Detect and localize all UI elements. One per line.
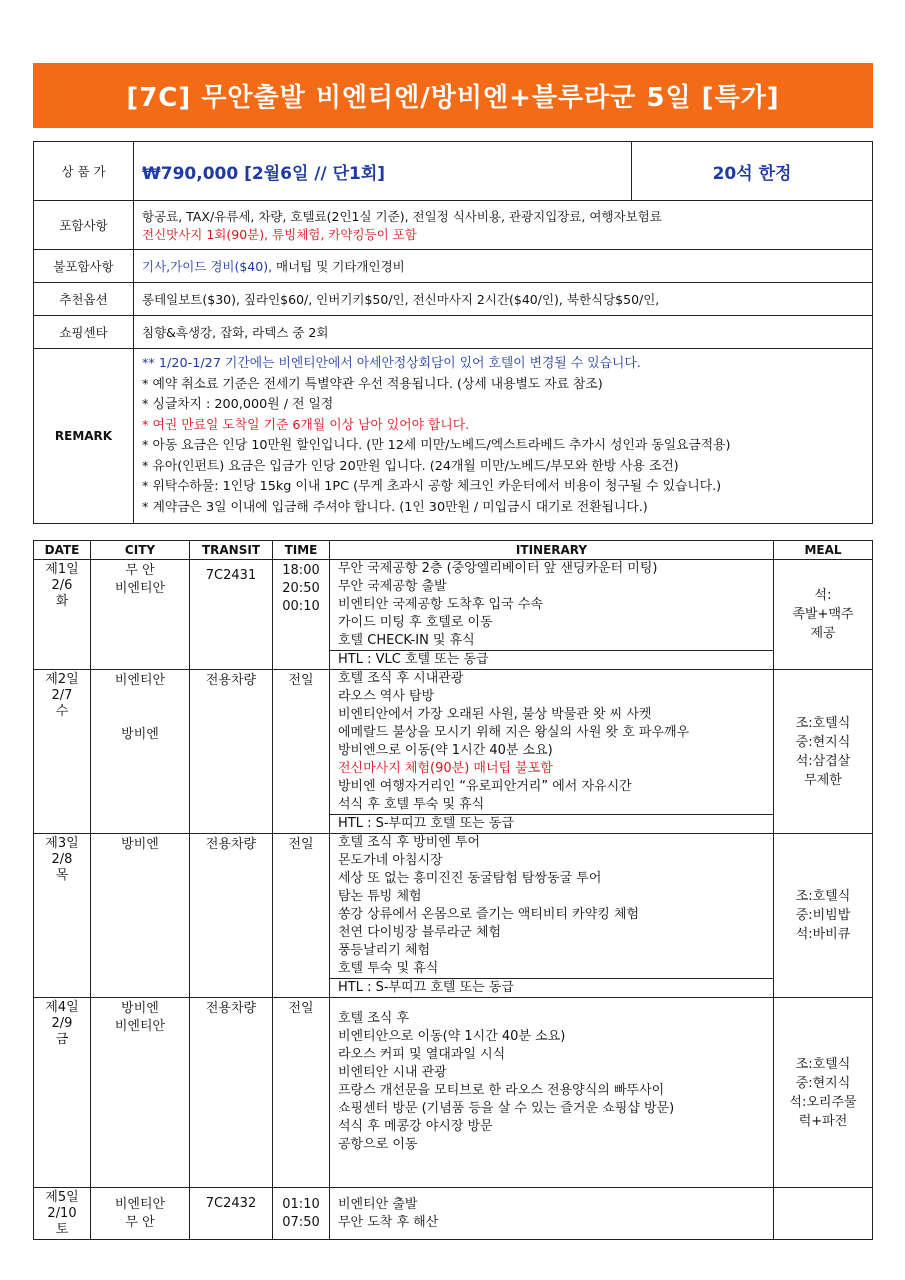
exclude-other: 매너팁 및 기타개인경비 bbox=[272, 259, 405, 274]
remark-list bbox=[134, 349, 873, 524]
price-label: 상 품 가 bbox=[34, 142, 134, 201]
meal-line: 석:바비큐 bbox=[795, 927, 851, 942]
remark-line: ** 1/20-1/27 기간에는 비엔티안에서 아세안정상회담이 있어 호텔이 변경될 수 있습니다. bbox=[142, 356, 641, 371]
meal-header: MEAL bbox=[774, 541, 873, 560]
day-weekday: 화 bbox=[55, 594, 69, 609]
meal-cell bbox=[774, 670, 873, 834]
itinerary-line-highlight: 전신마사지 체험(90분) 매너팁 불포함 bbox=[338, 761, 553, 776]
itinerary-cell bbox=[330, 998, 774, 1188]
itinerary-line: 비엔티안에서 가장 오래된 사원, 불상 박물관 왓 씨 사켓 bbox=[338, 707, 652, 722]
meal-line: 중:현지식 bbox=[795, 734, 851, 750]
itinerary-line: 무안 국제공항 출발 bbox=[338, 579, 447, 594]
day-cell bbox=[34, 1188, 91, 1240]
include-value bbox=[134, 201, 873, 250]
date-header: DATE bbox=[34, 541, 91, 560]
time-cell: 전일 bbox=[273, 834, 330, 998]
city-name: 비엔티안 bbox=[114, 1197, 166, 1212]
itinerary-line: 풍등날리기 체험 bbox=[338, 943, 431, 958]
time-cell bbox=[273, 1188, 330, 1240]
price-value: ₩790,000 [2월6일 // 단1회] bbox=[134, 142, 632, 201]
itinerary-line: 방비엔 여행자거리인 “유로피안거리” 에서 자유시간 bbox=[338, 779, 632, 794]
city-name: 방비엔 bbox=[121, 1001, 159, 1016]
itinerary-line: 비엔티안 출발 bbox=[338, 1197, 418, 1212]
day-cell bbox=[34, 560, 91, 670]
day-row bbox=[34, 670, 873, 815]
include-line-highlight: 전신맛사지 1회(90분), 튜빙체험, 카약킹등이 포함 bbox=[142, 227, 417, 242]
exclude-value bbox=[134, 250, 873, 283]
meal-line: 무제한 bbox=[804, 772, 842, 788]
day-date: 2/10 bbox=[47, 1206, 77, 1221]
itinerary-cell bbox=[330, 670, 774, 815]
day-row bbox=[34, 834, 873, 979]
itinerary-line: 쇼핑센터 방문 (기념품 등을 살 수 있는 즐거운 쇼핑샵 방문) bbox=[338, 1101, 675, 1116]
city-header: CITY bbox=[91, 541, 190, 560]
option-value: 롱테일보트($30), 짚라인$60/, 인버기키$50/인, 전신마사지 2시간($40/인), 북한식당$50/인, bbox=[134, 283, 873, 316]
itinerary-line: 무안 도착 후 해산 bbox=[338, 1215, 439, 1230]
include-label: 포함사항 bbox=[34, 201, 134, 250]
itinerary-line: 비엔티안 시내 관광 bbox=[338, 1065, 447, 1080]
seat-limit: 20석 한정 bbox=[632, 142, 873, 201]
itinerary-line: 방비엔으로 이동(약 1시간 40분 소요) bbox=[338, 743, 553, 758]
remark-line: * 예약 취소료 기준은 전세기 특별약관 우선 적용됩니다. (상세 내용별도 자료 참조) bbox=[142, 376, 603, 392]
day-weekday: 목 bbox=[55, 868, 69, 883]
meal-line: 중:현지식 bbox=[795, 1075, 851, 1091]
city-cell: 방비엔 bbox=[91, 834, 190, 998]
itinerary-line: 가이드 미팅 후 호텔로 이동 bbox=[338, 615, 493, 630]
city-name: 방비엔 bbox=[121, 727, 159, 742]
itinerary-cell bbox=[330, 560, 774, 651]
itinerary-line: 호텔 투숙 및 휴식 bbox=[338, 961, 439, 976]
transit-cell: 전용차량 bbox=[190, 670, 273, 834]
time-cell bbox=[273, 560, 330, 670]
itinerary-line: 호텔 조식 후 시내관광 bbox=[338, 671, 464, 686]
shopping-value: 침향&흑생강, 잡화, 라텍스 중 2회 bbox=[134, 316, 873, 349]
day-date: 2/9 bbox=[51, 1016, 73, 1031]
itinerary-cell bbox=[330, 1188, 774, 1240]
day-cell bbox=[34, 998, 91, 1188]
day-row bbox=[34, 1188, 873, 1240]
day-cell bbox=[34, 670, 91, 834]
meal-line: 제공 bbox=[810, 626, 836, 641]
day-number: 제1일 bbox=[45, 562, 79, 577]
meal-line: 석:오리주물 bbox=[789, 1094, 857, 1110]
day-number: 제5일 bbox=[45, 1190, 79, 1205]
itinerary-line: 석식 후 메콩강 야시장 방문 bbox=[338, 1119, 493, 1134]
city-name: 무 안 bbox=[125, 1215, 155, 1230]
product-title-banner: [7C] 무안출발 비엔티엔/방비엔+블루라군 5일 [특가] bbox=[33, 63, 873, 128]
itinerary-line: 프랑스 개선문을 모티브로 한 라오스 전용양식의 빠뚜사이 bbox=[338, 1083, 665, 1098]
shopping-label: 쇼핑센타 bbox=[34, 316, 134, 349]
time-cell: 전일 bbox=[273, 998, 330, 1188]
product-info-table bbox=[33, 141, 873, 524]
meal-line: 석:삼겹살 bbox=[795, 753, 851, 769]
day-row bbox=[34, 998, 873, 1188]
day-number: 제3일 bbox=[45, 836, 79, 851]
itinerary-line: 비엔티안으로 이동(약 1시간 40분 소요) bbox=[338, 1029, 566, 1044]
remark-line: * 유아(인펀트) 요금은 입금가 인당 20만원 입니다. (24개월 미만/노베드/부모와 한방 사용 조건) bbox=[142, 458, 679, 474]
itinerary-line: 몬도가네 아침시장 bbox=[338, 853, 443, 868]
day-weekday: 수 bbox=[55, 704, 69, 719]
meal-cell bbox=[774, 1188, 873, 1240]
city-cell bbox=[91, 560, 190, 670]
day-number: 제4일 bbox=[45, 1000, 79, 1015]
meal-cell bbox=[774, 834, 873, 998]
hotel-line: HTL : VLC 호텔 또는 동급 bbox=[330, 651, 774, 670]
exclude-label: 불포함사항 bbox=[34, 250, 134, 283]
city-cell bbox=[91, 1188, 190, 1240]
itinerary-line: 호텔 조식 후 방비엔 투어 bbox=[338, 835, 481, 850]
meal-line: 석: bbox=[814, 588, 832, 603]
day-row bbox=[34, 560, 873, 651]
city-name: 무 안 bbox=[125, 563, 155, 578]
transit-cell: 7C2431 bbox=[190, 560, 273, 670]
remark-line: * 위탁수하물: 1인당 15kg 이내 1PC (무게 초과시 공항 체크인 카운터에서 비용이 청구될 수 있습니다.) bbox=[142, 479, 722, 494]
time-value: 00:10 bbox=[282, 599, 320, 614]
city-cell bbox=[91, 670, 190, 834]
itinerary-line: 무안 국제공항 2층 (중앙엘리베이터 앞 샌딩카운터 미팅) bbox=[338, 561, 658, 576]
day-number: 제2일 bbox=[45, 672, 79, 687]
transit-cell: 전용차량 bbox=[190, 834, 273, 998]
itinerary-header: ITINERARY bbox=[330, 541, 774, 560]
time-value: 07:50 bbox=[282, 1215, 320, 1230]
meal-line: 조:호텔식 bbox=[795, 1056, 851, 1072]
transit-header: TRANSIT bbox=[190, 541, 273, 560]
time-value: 18:00 bbox=[282, 563, 320, 578]
itinerary-table bbox=[33, 540, 873, 1240]
exclude-guide-fee: 기사,가이드 경비($40), bbox=[142, 259, 273, 274]
time-cell: 전일 bbox=[273, 670, 330, 834]
city-cell bbox=[91, 998, 190, 1188]
remark-line: * 싱글차지 : 200,000원 / 전 일정 bbox=[142, 397, 334, 412]
day-date: 2/7 bbox=[51, 688, 73, 703]
day-date: 2/6 bbox=[51, 578, 73, 593]
meal-line: 중:비빔밥 bbox=[795, 908, 851, 923]
day-cell bbox=[34, 834, 91, 998]
day-date: 2/8 bbox=[51, 852, 73, 867]
itinerary-line: 에메랄드 불상을 모시기 위해 지은 왕실의 사원 왓 호 파우깨우 bbox=[338, 725, 690, 740]
itinerary-cell bbox=[330, 834, 774, 979]
meal-cell bbox=[774, 560, 873, 670]
remark-line: * 계약금은 3일 이내에 입금해 주셔야 합니다. (1인 30만원 / 미입금시 대기로 전환됩니다.) bbox=[142, 499, 648, 515]
remark-line: * 아동 요금은 인당 10만원 할인입니다. (만 12세 미만/노베드/엑스트라베드 추가시 성인과 동일요금적용) bbox=[142, 438, 731, 453]
transit-cell: 7C2432 bbox=[190, 1188, 273, 1240]
transit-cell: 전용차량 bbox=[190, 998, 273, 1188]
itinerary-line: 호텔 조식 후 bbox=[338, 1011, 410, 1026]
itinerary-line: 쏭강 상류에서 온몸으로 즐기는 액티비티 카약킹 체험 bbox=[338, 907, 640, 922]
itinerary-line: 탐논 튜빙 체험 bbox=[338, 889, 422, 904]
meal-line: 조:호텔식 bbox=[795, 715, 851, 731]
meal-line: 조:호텔식 bbox=[795, 889, 851, 904]
itinerary-line: 비엔티안 국제공항 도착후 입국 수속 bbox=[338, 597, 543, 612]
time-header: TIME bbox=[273, 541, 330, 560]
remark-label: REMARK bbox=[34, 349, 134, 524]
city-name: 비엔티안 bbox=[114, 1019, 166, 1034]
itinerary-line: 천연 다이빙장 블루라군 체험 bbox=[338, 925, 502, 940]
city-name: 비엔티안 bbox=[114, 581, 166, 596]
itinerary-line: 라오스 커피 및 열대과일 시식 bbox=[338, 1047, 506, 1062]
time-value: 01:10 bbox=[282, 1197, 320, 1212]
remark-line: * 여권 만료일 도착일 기준 6개월 이상 남아 있어야 합니다. bbox=[142, 417, 470, 433]
meal-cell bbox=[774, 998, 873, 1188]
meal-line: 족발+맥주 bbox=[792, 607, 854, 622]
city-name: 비엔티안 bbox=[114, 673, 166, 688]
itinerary-line: 공항으로 이동 bbox=[338, 1137, 418, 1152]
itinerary-line: 석식 후 호텔 투숙 및 휴식 bbox=[338, 797, 485, 812]
day-weekday: 금 bbox=[55, 1032, 69, 1047]
itinerary-line: 라오스 역사 탐방 bbox=[338, 689, 435, 704]
option-label: 추천옵션 bbox=[34, 283, 134, 316]
hotel-line: HTL : S-부띠끄 호텔 또는 동급 bbox=[330, 815, 774, 834]
time-value: 20:50 bbox=[282, 581, 320, 596]
day-weekday: 토 bbox=[55, 1222, 69, 1237]
include-line: 항공료, TAX/유류세, 차량, 호텔료(2인1실 기준), 전일정 식사비용, 관광지입장료, 여행자보험료 bbox=[142, 209, 662, 224]
hotel-line: HTL : S-부띠끄 호텔 또는 동급 bbox=[330, 979, 774, 998]
itinerary-line: 세상 또 없는 흥미진진 동굴탐험 탐쌍동굴 투어 bbox=[338, 871, 602, 886]
meal-line: 럭+파전 bbox=[798, 1113, 848, 1129]
itinerary-line: 호텔 CHECK-IN 및 휴식 bbox=[338, 633, 475, 648]
